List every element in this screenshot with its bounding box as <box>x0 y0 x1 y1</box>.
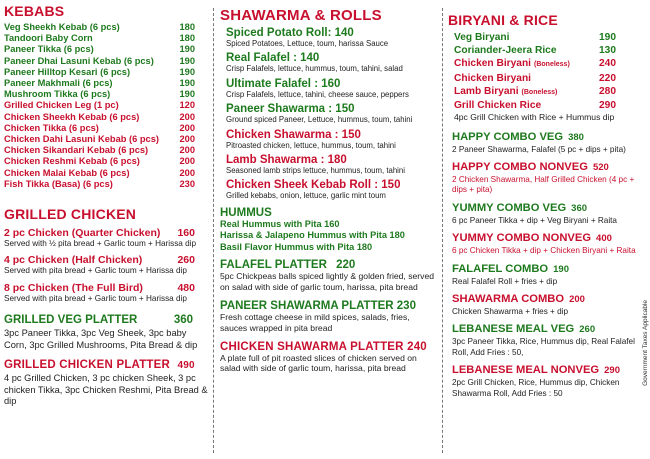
chicken-shawarma-platter-desc: A plate full of pit roasted slices of chicken served on salad with side of garlic toum, harissa, pita bread <box>220 352 417 374</box>
chicken-shawarma-platter-price: 240 <box>407 340 427 353</box>
combo-name: SHAWARMA COMBO <box>452 293 565 306</box>
combo-name: HAPPY COMBO VEG <box>452 130 564 143</box>
combo-name: FALAFEL COMBO <box>452 262 549 275</box>
shawarma-item-name: Chicken Shawarma : 150 <box>226 128 361 141</box>
combo-title <box>452 131 638 143</box>
chicken-shawarma-platter-title: CHICKEN SHAWARMA PLATTER <box>220 340 404 353</box>
shawarma-item-desc: Crisp Falafels, lettuce, tahini, cheese sauce, peppers <box>226 89 409 99</box>
grilled-veg-platter-desc: 3pc Paneer Tikka, 3pc Veg Sheek, 3pc baby Corn, 3pc Grilled Mushrooms, Pita Bread & dip <box>4 328 198 350</box>
combo-title <box>452 323 638 335</box>
biryani-item <box>454 85 616 99</box>
biryani-item-price: 130 <box>599 45 616 57</box>
combo-title <box>452 161 638 173</box>
kebab-item <box>4 22 195 33</box>
kebab-item-price: 180 <box>179 22 195 32</box>
kebab-item-price: 200 <box>179 134 195 145</box>
grilled-chicken-platter-header <box>4 359 209 371</box>
hummus-title: HUMMUS <box>220 206 272 219</box>
biryani-item-label <box>454 99 541 112</box>
kebab-item-name: Chicken Sikandari Kebab (6 pcs) <box>4 145 149 156</box>
shawarma-item-name: Lamb Shawarma : 180 <box>226 154 347 167</box>
combo-desc: 3pc Paneer Tikka, Rice, Hummus dip, Real Falafel Roll, Add Fries : 50, <box>452 337 635 357</box>
biryani-item-label <box>454 57 570 71</box>
hummus-list <box>220 219 438 254</box>
biryani-item <box>454 99 616 112</box>
shawarma-item-desc: Ground spiced Paneer, Lettuce, hummus, toum, tahini <box>226 115 413 125</box>
biryani-title: BIRYANI & RICE <box>448 12 558 28</box>
combo-name: LEBANESE MEAL VEG <box>452 323 575 336</box>
grilled-chicken-item <box>4 254 195 266</box>
combo-list <box>452 131 638 399</box>
combo-price: 520 <box>592 162 609 174</box>
combo-desc: 2pc Grill Chicken, Rice, Hummus dip, Chicken Shawarma Roll, Add Fries : 50 <box>452 378 620 398</box>
biryani-list <box>454 31 616 112</box>
hummus-item: Harissa & Jalapeno Hummus with Pita 180 <box>220 230 405 241</box>
falafel-platter-price: 220 <box>336 259 356 272</box>
kebab-item-name: Chicken Dahi Lasuni Kebab (6 pcs) <box>4 134 159 145</box>
kebab-item-name: Tandoori Baby Corn <box>4 33 93 44</box>
combo-price: 260 <box>579 324 596 336</box>
kebab-item-name: Paneer Dhai Lasuni Kebab (6 pcs) <box>4 55 154 66</box>
biryani-item-name: Lamb Biryani <box>454 85 519 97</box>
paneer-shawarma-platter-price: 230 <box>396 300 416 313</box>
kebab-item-price: 200 <box>179 111 195 122</box>
combo-name: HAPPY COMBO NONVEG <box>452 161 588 174</box>
falafel-platter-title: FALAFEL PLATTER <box>220 259 327 272</box>
shawarma-item-desc: Crisp Falafels, lettuce, hummus, toum, tahini, salad <box>226 64 403 74</box>
kebab-item <box>4 145 195 156</box>
biryani-item-price: 190 <box>599 32 616 43</box>
falafel-platter-header <box>220 259 438 271</box>
combo-price: 290 <box>604 365 620 377</box>
combo-name: YUMMY COMBO VEG <box>452 201 567 214</box>
paneer-shawarma-platter-title: PANEER SHAWARMA PLATTER <box>220 300 394 313</box>
kebab-item <box>4 89 195 100</box>
column-divider-1 <box>213 8 214 453</box>
grilled-chicken-item-desc: Served with ½ pita bread + Garlic toum + Harissa dip <box>4 239 197 249</box>
grilled-chicken-list <box>4 227 209 304</box>
shawarma-item-desc: Spiced Potatoes, Lettuce, toum, harissa Sauce <box>226 39 389 48</box>
tax-note: Government Taxes Applicable <box>642 300 649 386</box>
kebab-item-price: 190 <box>179 78 195 89</box>
grilled-chicken-platter-title: GRILLED CHICKEN PLATTER <box>4 359 171 372</box>
kebab-item <box>4 67 195 78</box>
kebabs-title: KEBABS <box>4 3 65 19</box>
kebab-item-name: Chicken Malai Kebab (6 pcs) <box>4 167 130 178</box>
biryani-item-name: Chicken Biryani <box>454 58 531 70</box>
combo-desc: Real Falafel Roll + fries + dip <box>452 276 558 286</box>
kebab-item-name: Veg Sheekh Kebab (6 pcs) <box>4 22 120 32</box>
kebab-item-price: 190 <box>179 66 195 77</box>
combo-desc: Chicken Shawarma + fries + dip <box>452 307 569 317</box>
grilled-chicken-item <box>4 227 195 239</box>
kebab-item-price: 200 <box>179 122 195 133</box>
kebab-item-price: 230 <box>179 178 195 189</box>
grilled-chicken-item-desc: Served with pita bread + Garlic toum + Harissa dip <box>4 293 187 303</box>
kebab-item-name: Paneer Tikka (6 pcs) <box>4 44 94 55</box>
biryani-item-name: Veg Biryani <box>454 32 510 43</box>
kebab-item <box>4 123 195 134</box>
kebab-item-name: Grilled Chicken Leg (1 pc) <box>4 100 119 111</box>
biryani-item-label <box>454 85 557 99</box>
column-divider-2 <box>442 8 443 453</box>
grilled-veg-platter-header <box>4 314 209 326</box>
kebab-item-price: 190 <box>179 89 195 100</box>
column-right <box>448 0 638 399</box>
grilled-chicken-item-name: 8 pc Chicken (The Full Bird) <box>4 281 143 294</box>
combo-title <box>452 293 638 305</box>
hummus-item: Real Hummus with Pita 160 <box>220 218 340 229</box>
combo-name: LEBANESE MEAL NONVEG <box>452 364 600 377</box>
biryani-item-name: Coriander-Jeera Rice <box>454 45 557 57</box>
hummus-item: Basil Flavor Hummus with Pita 180 <box>220 241 373 252</box>
kebab-item <box>4 112 195 123</box>
biryani-item-tag: (Boneless) <box>521 88 558 96</box>
kebab-item-name: Mushroom Tikka (6 pcs) <box>4 89 111 100</box>
biryani-item-name: Grill Chicken Rice <box>454 100 542 112</box>
shawarma-item-desc: Seasoned lamb strips lettuce, hummus, toum, tahini <box>226 166 405 176</box>
kebab-item <box>4 78 195 89</box>
column-middle <box>220 0 438 374</box>
combo-desc: 2 Chicken Shawarma, Half Grilled Chicken (4 pc + dips + pita) <box>452 175 635 195</box>
biryani-item <box>454 31 616 44</box>
grilled-chicken-platter-price: 490 <box>177 360 195 372</box>
biryani-item-name: Chicken Biryani <box>454 72 531 84</box>
kebab-item-name: Chicken Reshmi Kebab (6 pcs) <box>4 156 140 167</box>
grilled-chicken-item-desc: Served with pita bread + Garlic toum + Harissa dip <box>4 266 187 276</box>
combo-title <box>452 202 638 214</box>
biryani-item-price: 220 <box>599 72 616 84</box>
paneer-shawarma-platter-header <box>220 300 438 312</box>
grilled-chicken-item-price: 480 <box>177 281 195 294</box>
biryani-item-price: 280 <box>599 85 616 97</box>
kebab-item-name: Paneer Makhmali (6 pcs) <box>4 78 113 89</box>
shawarma-item-name: Ultimate Falafel : 160 <box>226 77 341 90</box>
kebab-item <box>4 44 195 55</box>
kebab-item-name: Fish Tikka (Basa) (6 pcs) <box>4 178 113 189</box>
grilled-chicken-item-price: 160 <box>177 227 195 240</box>
kebab-item <box>4 179 195 190</box>
kebab-item-price: 180 <box>179 33 195 44</box>
combo-title <box>452 263 638 275</box>
kebab-item-price: 200 <box>179 145 195 156</box>
falafel-platter-desc: 5pc Chickpeas balls spiced lightly & golden fried, served on salad with side of garlic toum, harissa, pita bread <box>220 271 435 292</box>
biryani-item-price: 290 <box>599 100 616 112</box>
kebab-item <box>4 168 195 179</box>
shawarma-item-name: Spiced Potato Roll: 140 <box>226 27 354 39</box>
shawarma-title: SHAWARMA & ROLLS <box>220 7 382 24</box>
grilled-chicken-platter-desc: 4 pc Grilled Chicken, 3 pc chicken Sheek, 3 pc chicken Tikka, 3pc Chicken Reshmi, Pita Bread & dip <box>4 373 208 407</box>
grilled-chicken-item-name: 4 pc Chicken (Half Chicken) <box>4 254 143 267</box>
kebab-item <box>4 156 195 167</box>
shawarma-item-name: Paneer Shawarma : 150 <box>226 103 355 116</box>
shawarma-item-desc: Grilled kebabs, onion, lettuce, garlic mint toum <box>226 191 386 201</box>
biryani-item-label <box>454 44 557 57</box>
kebab-item <box>4 134 195 145</box>
kebab-item <box>4 56 195 67</box>
grilled-chicken-title: GRILLED CHICKEN <box>4 206 137 223</box>
combo-price: 380 <box>568 131 584 143</box>
kebab-item-name: Paneer Hilltop Kesari (6 pcs) <box>4 66 131 77</box>
combo-desc: 6 pc Chicken Tikka + dip + Chicken Biryani + Raita <box>452 246 636 256</box>
combo-price: 200 <box>569 294 585 306</box>
biryani-note: 4pc Grill Chicken with Rice + Hummus dip <box>454 112 615 123</box>
biryani-item <box>454 57 616 71</box>
combo-title <box>452 364 638 376</box>
kebab-list <box>4 22 209 190</box>
biryani-item-label <box>454 72 531 85</box>
combo-desc: 2 Paneer Shawarma, Falafel (5 pc + dips + pita) <box>452 144 626 154</box>
grilled-chicken-item-price: 260 <box>177 254 195 267</box>
combo-price: 360 <box>571 202 588 214</box>
combo-price: 400 <box>596 233 612 245</box>
shawarma-item-desc: Pitroasted chicken, lettuce, hummus, toum, tahini <box>226 140 396 150</box>
grilled-chicken-item <box>4 282 195 294</box>
chicken-shawarma-platter-header <box>220 341 438 353</box>
combo-name: YUMMY COMBO NONVEG <box>452 232 592 245</box>
kebab-item <box>4 100 195 111</box>
kebab-item-price: 190 <box>179 55 195 66</box>
kebab-item-price: 120 <box>179 100 195 111</box>
kebab-item-price: 200 <box>179 167 195 178</box>
grilled-veg-platter-title: GRILLED VEG PLATTER <box>4 314 138 327</box>
grilled-chicken-item-name: 2 pc Chicken (Quarter Chicken) <box>4 227 161 240</box>
grilled-veg-platter-price: 360 <box>173 314 193 327</box>
combo-title <box>452 232 638 244</box>
biryani-item <box>454 44 616 57</box>
shawarma-list <box>226 27 438 202</box>
kebab-item-name: Chicken Tikka (6 pcs) <box>4 122 99 133</box>
shawarma-item-name: Real Falafel : 140 <box>226 52 320 65</box>
kebab-item-name: Chicken Sheekh Kebab (6 pcs) <box>4 111 140 122</box>
biryani-item-tag: (Boneless) <box>534 61 570 69</box>
shawarma-item-name: Chicken Sheek Kebab Roll : 150 <box>226 179 401 192</box>
kebab-item-price: 190 <box>179 44 195 55</box>
combo-price: 190 <box>553 263 569 275</box>
combo-desc: 6 pc Paneer Tikka + dip + Veg Biryani + Raita <box>452 215 617 225</box>
kebab-item <box>4 33 195 44</box>
biryani-item-price: 240 <box>599 58 616 70</box>
kebab-item-price: 200 <box>179 156 195 167</box>
biryani-item-label <box>454 31 510 44</box>
paneer-shawarma-platter-desc: Fresh cottage cheese in mild spices, salads, fries, sauces wrapped in pita bread <box>220 312 410 333</box>
biryani-item <box>454 72 616 85</box>
column-left <box>4 0 209 408</box>
